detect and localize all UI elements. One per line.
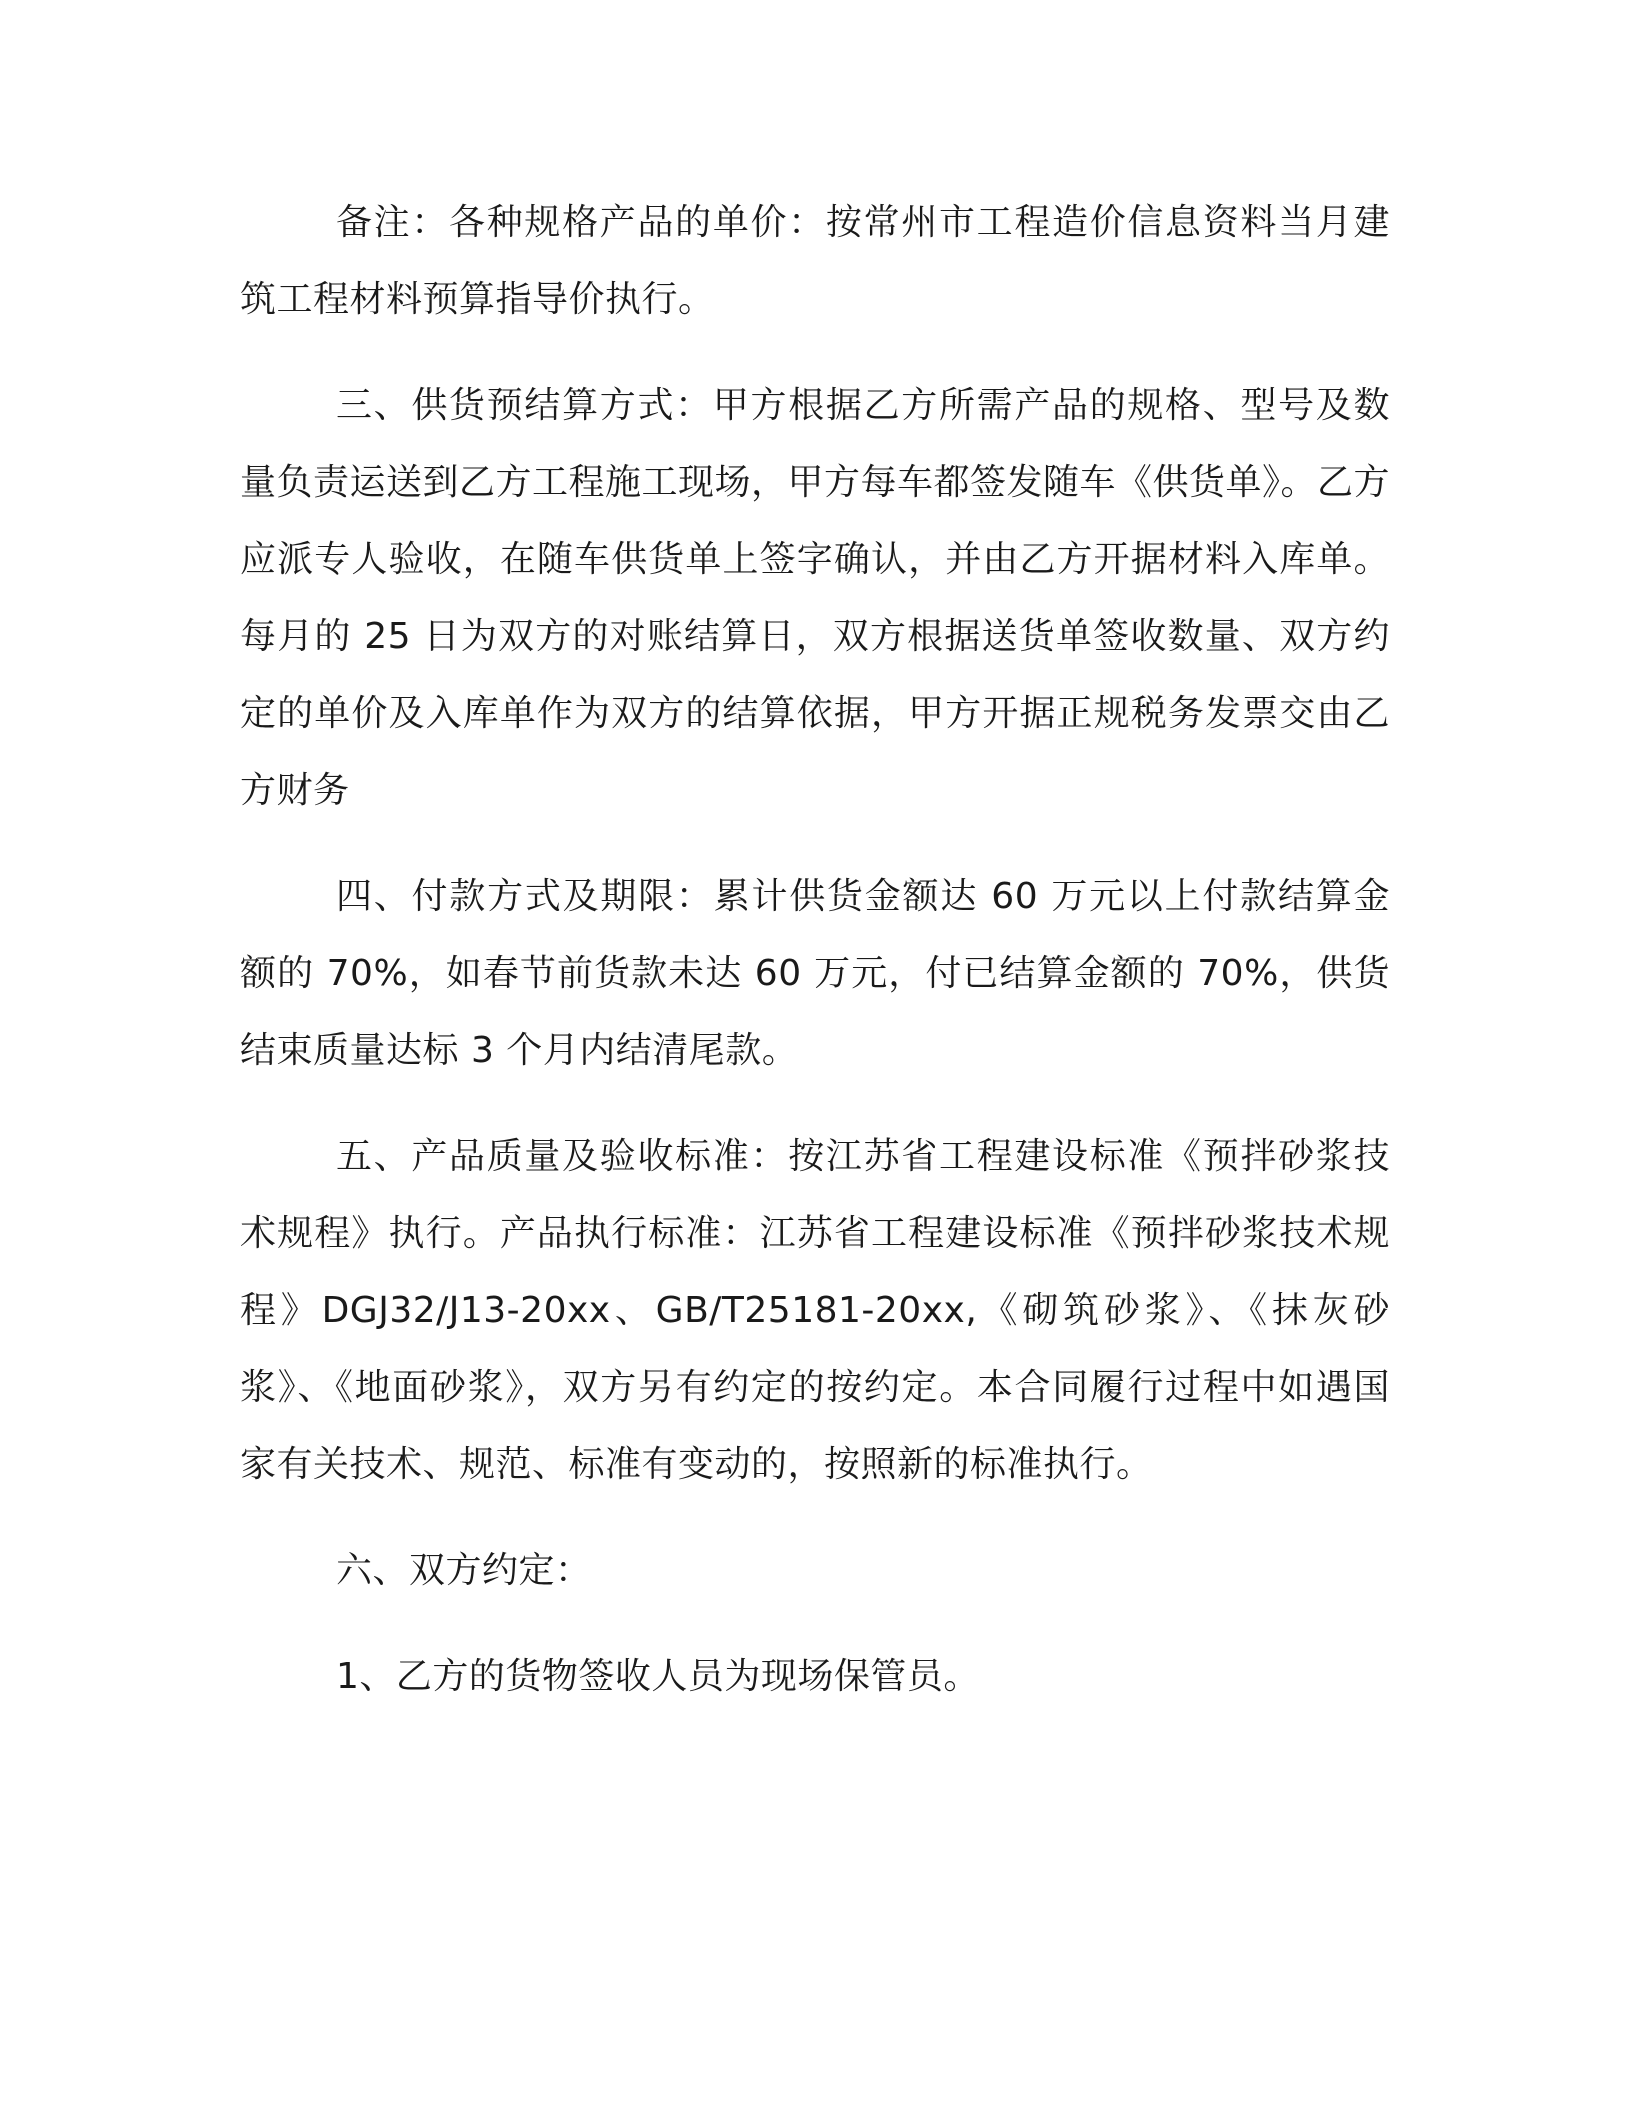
section-4-payment-paragraph: 四、付款方式及期限：累计供货金额达 60 万元以上付款结算金额的 70%，如春节前货款未达 60 万元，付已结算金额的 70%，供货结束质量达标 3 个月内结清尾款。 [240,876,1390,1071]
document-page [240,184,1390,1715]
note-unit-price-paragraph: 备注：各种规格产品的单价：按常州市工程造价信息资料当月建筑工程材料预算指导价执行。 [240,202,1390,320]
section-3-settlement-paragraph: 三、供货预结算方式：甲方根据乙方所需产品的规格、型号及数量负责运送到乙方工程施工现场，甲方每车都签发随车《供货单》。乙方应派专人验收，在随车供货单上签字确认，并由乙方开据材料入库单。每月的 25 日为双方的对账结算日，双方根据送货单签收数量、双方约定的单价及入库单作为双方的结算依据，甲方开据正规税务发票交由乙方财务 [240,385,1391,811]
section-5-quality-paragraph: 五、产品质量及验收标准：按江苏省工程建设标准《预拌砂浆技术规程》执行。产品执行标准：江苏省工程建设标准《预拌砂浆技术规程》DGJ32/J13-20xx、GB/T25181-20xx,《砌筑砂浆》、《抹灰砂浆》、《地面砂浆》，双方另有约定的按约定。本合同履行过程中如遇国家有关技术、规范、标准有变动的，按照新的标准执行。 [240,1136,1390,1485]
section-6-item-1: 1、乙方的货物签收人员为现场保管员。 [336,1656,980,1697]
section-6-heading: 六、双方约定： [336,1550,592,1591]
